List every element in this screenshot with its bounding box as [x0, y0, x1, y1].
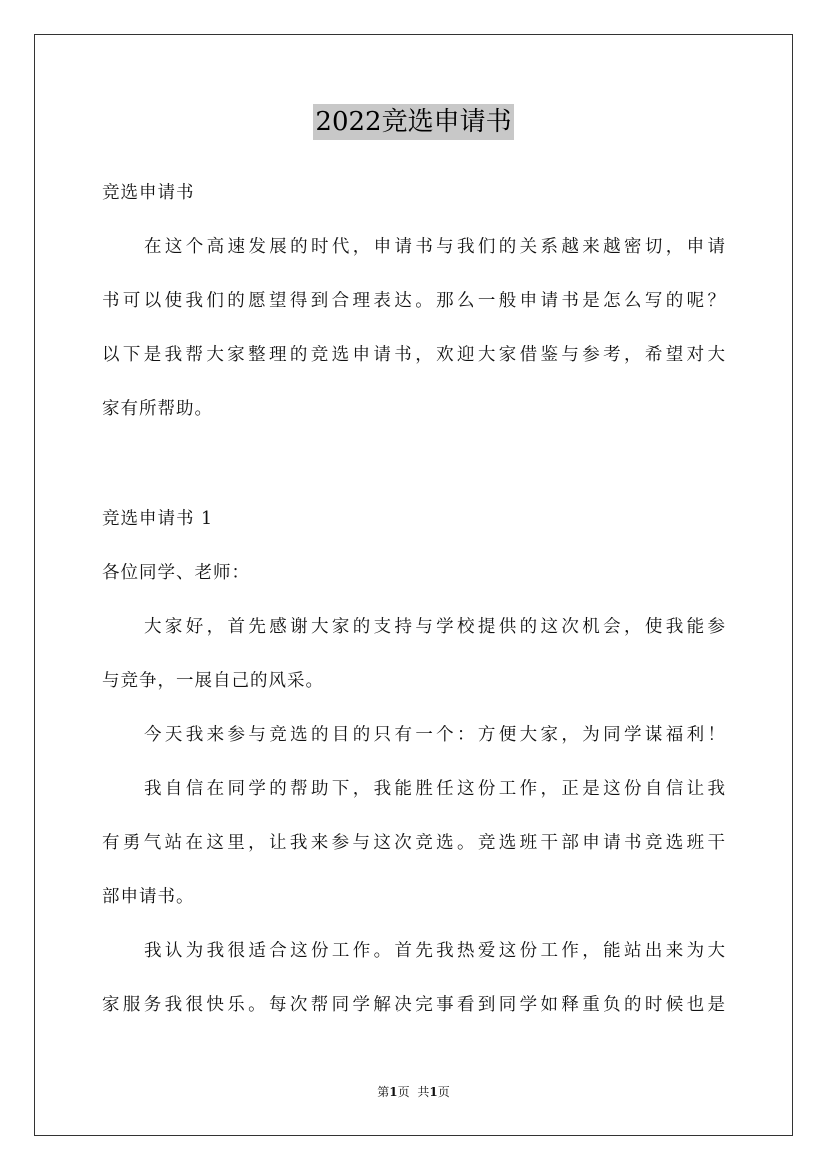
paragraph-line: 家有所帮助。: [102, 399, 213, 419]
paragraph-line: 我认为我很适合这份工作。首先我热爱这份工作，能站出来为大: [144, 941, 726, 961]
paragraph-line: 我自信在同学的帮助下，我能胜任这份工作，正是这份自信让我: [144, 779, 726, 799]
title-container: [0, 104, 827, 140]
paragraph-line: 书可以使我们的愿望得到合理表达。那么一般申请书是怎么写的呢？: [102, 291, 726, 311]
paragraph-line: 以下是我帮大家整理的竞选申请书，欢迎大家借鉴与参考，希望对大: [102, 345, 726, 365]
paragraph-line: 有勇气站在这里，让我来参与这次竞选。竞选班干部申请书竞选班干: [102, 833, 726, 853]
total-pages: 1: [429, 1085, 438, 1099]
total-label-prefix: 共: [417, 1085, 430, 1099]
paragraph-line: 今天我来参与竞选的目的只有一个：方便大家，为同学谋福利！: [144, 725, 726, 745]
page-label-suffix: 页: [397, 1085, 410, 1099]
paragraph-line: 部申请书。: [102, 887, 195, 907]
paragraph-line: 在这个高速发展的时代，申请书与我们的关系越来越密切，申请: [144, 237, 726, 257]
paragraph-line: 家服务我很快乐。每次帮同学解决完事看到同学如释重负的时候也是: [102, 995, 726, 1015]
section-heading: 竞选申请书 1: [102, 509, 214, 529]
total-label-suffix: 页: [437, 1085, 450, 1099]
paragraph-line: 与竞争，一展自己的风采。: [102, 671, 324, 691]
page-number: 1: [389, 1085, 398, 1099]
salutation: 各位同学、老师：: [102, 563, 250, 583]
paragraph-line: 大家好，首先感谢大家的支持与学校提供的这次机会，使我能参: [144, 617, 726, 637]
page-footer: [0, 1082, 827, 1102]
section-heading: 竞选申请书: [102, 183, 195, 203]
page-label-prefix: 第: [377, 1085, 390, 1099]
document-title: 2022竞选申请书: [313, 104, 513, 140]
